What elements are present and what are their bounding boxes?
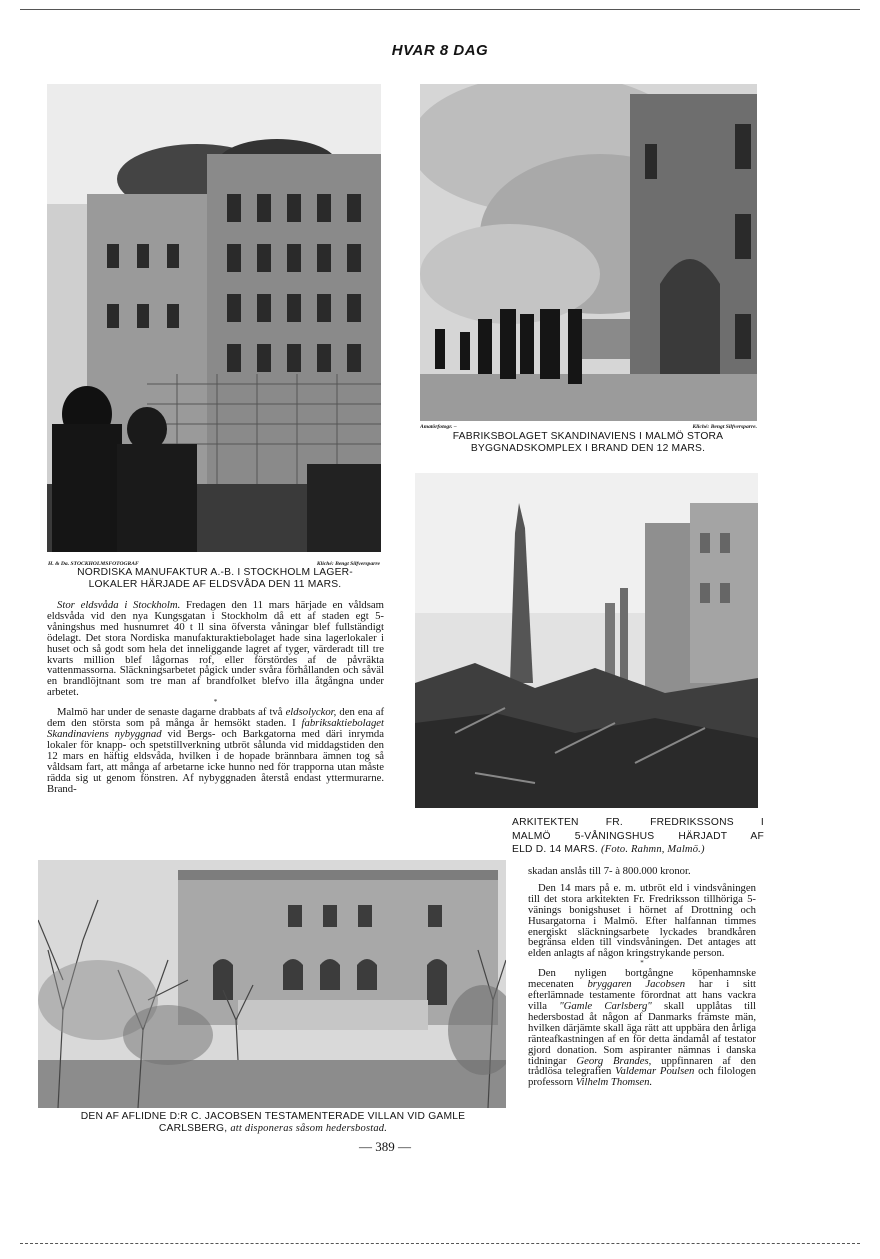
photo-malmo-factory-fire: [420, 84, 757, 421]
photo4-caption-line2-a: CARLSBERG,: [158, 1123, 228, 1134]
top-rule: [20, 9, 860, 10]
separator-star: *: [213, 698, 218, 707]
article-right-p3: Den nyligen bortgångne köpenhamnske mecenaten bryggaren Jacobsen har i sitt efterlämnade testamente förordnat att hans vackra villa "Gamle Carlsberg" skall upplåtas till hedersbostad åt någon af Danmarks främste män, hvilken därjämte skall äga rätt att uppbära den årliga ränteafkastningen af en för detta ändamål af testator gjord donation. Som aspiranter nämnas i danska tidningar Georg Brandes, uppfinnaren af den trådlösa telegrafien Valdemar Poulsen och filologen professorn Vilhelm Thomsen.: [528, 967, 757, 1089]
photo2-caption-line2: BYGGNADSKOMPLEX I BRAND DEN 12 MARS.: [470, 443, 706, 454]
article-right-p2: Den 14 mars på e. m. utbröt eld i vindsvåningen till det stora arkitekten Fr. Fredriksson tillhöriga 5-vänings bonigshuset i hörnet af Drottning och Husargatorna i Malmö. Efter halfannan timmes energiskt släckningsarbete lyckades brandkåren begränsa elden till vindsvåningen. Det antages att elden anlagts af någon kringstrykande person.: [528, 881, 756, 960]
photo4-caption-line1: DEN AF AFLIDNE D:R C. JACOBSEN TESTAMENTERADE VILLAN VID GAMLE: [80, 1111, 466, 1122]
photo2-credit-left: Amatörfotogr. –: [420, 424, 457, 430]
photo1-caption-line1: NORDISKA MANUFAKTUR A.-B. I STOCKHOLM LAGER-: [77, 567, 353, 578]
photo3-caption-line3: ELD D. 14 MARS.: [512, 844, 598, 855]
photo2-caption: [412, 431, 764, 455]
article-left-p2: Malmö har under de senaste dagarne drabbats af två eldsolyckor, den ena af dem den största som på många år hemsökt staden. I fabriksaktiebolaget Skandinaviens nybyggnad vid Bergs- och Barkgatorna med däri inrymda lokaler för knapp- och spetstillverkning utbröt sålunda vid middagstiden den 12 mars en häftig eldsvåda, hvilken i de hopade brännbara ämnen tog så våldsam fart, att många af arbetarne icke hunno ned för trapporna utan måste rädda sig ut genom fönstren. Af nybyggnaden återstå endast yttermurarne. Brand-: [47, 706, 385, 795]
article-right: [528, 866, 756, 1088]
ruined-building-icon: [415, 473, 758, 808]
photo3-caption: [512, 816, 764, 857]
page-header: HVAR 8 DAG: [391, 42, 489, 59]
bottom-rule: [20, 1243, 860, 1244]
photo-stockholm-fire: [47, 84, 381, 552]
article-right-p1: skadan anslås till 7- à 800.000 kronor.: [528, 865, 691, 877]
photo1-credit-left: H. & Da. STOCKHOLMSFOTOGRAF: [48, 561, 139, 567]
photo2-credit-right: Kliché: Bengt Silfversparre.: [692, 424, 757, 430]
photo1-caption-line2: LOKALER HÄRJADE AF ELDSVÅDA DEN 11 MARS.: [88, 579, 342, 590]
burning-building-icon: [47, 84, 381, 552]
photo-villa-gamle-carlsberg: [38, 860, 506, 1108]
photo4-caption-line2-b: att disponeras såsom hedersbostad.: [230, 1123, 388, 1134]
separator-star: *: [640, 959, 644, 968]
photo1-credit-right: Kliché: Bengt Silfversparre: [316, 561, 380, 567]
photo4-caption: [28, 1111, 518, 1135]
page-number: — 389 —: [359, 1139, 411, 1154]
photo2-caption-line1: FABRIKSBOLAGET SKANDINAVIENS I MALMÖ STORA: [452, 431, 724, 442]
photo3-caption-credit: (Foto. Rahmn, Malmö.): [601, 844, 705, 855]
article-left-lead: Stor eldsvåda i Stockholm.: [57, 599, 181, 611]
article-left-p1: Stor eldsvåda i Stockholm. Fredagen den 11 mars härjade en våldsam eldsvåda vid den nya Kungsgatan i Stockholm då ett af staden egt 5-våningshus med husnumret 40 t ll sina öfversta våningar blef fullständigt ödelagt. Det stora Nordiska manufakturaktiebolaget hade sina lagerlokaler i huset och så godt som hela det inneliggande lagret af tyger, värderadt till tre kvarts million blef lågornas rof, eller förstördes af de påvräkta vattenmassorna. Släckningsarbetet pågick under svåra förhållanden och såväl en brandlöjtnant som tre man af brandfolket blefvo illa åtgångna under arbetet.: [47, 599, 384, 699]
photo1-caption: [46, 567, 384, 591]
factory-fire-icon: [420, 84, 757, 421]
photo3-caption-line1: ARKITEKTEN FR. FREDRIKSSONS I: [512, 817, 764, 828]
photo3-caption-line2: MALMÖ 5-VÅNINGSHUS HÄRJADT AF: [512, 830, 764, 842]
photo-malmo-ruins: [415, 473, 758, 808]
villa-icon: [38, 860, 506, 1108]
article-left: [47, 600, 384, 794]
